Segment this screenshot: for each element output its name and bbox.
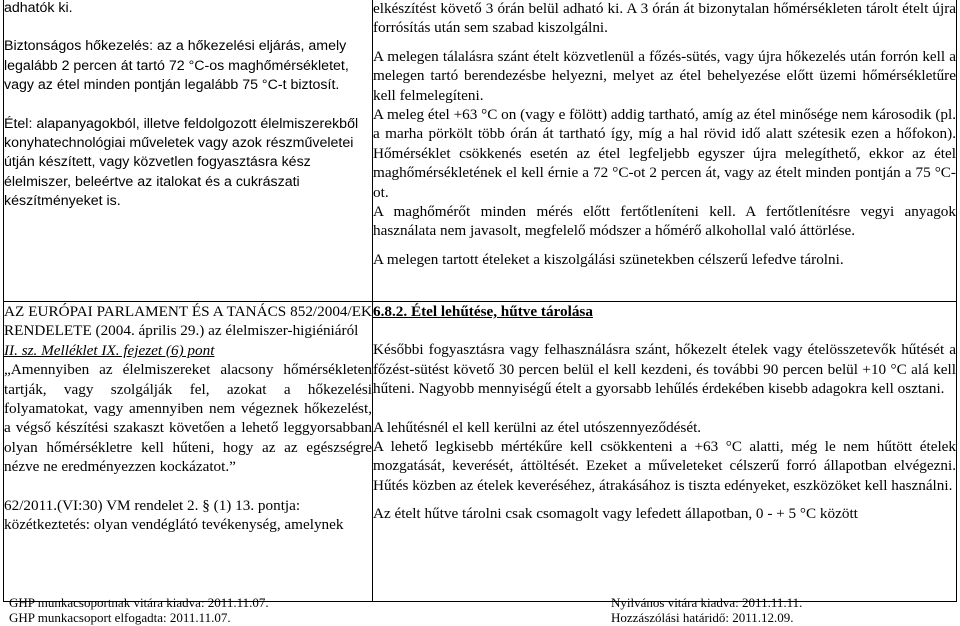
paragraph-serving-time: elkészítést követő 3 órán belül adható ki. A 3 órán át bizonytalan hőmérsékleten tárolt ételt újra forrósítás után sem szabad kiszolgálni. — [373, 0, 956, 37]
definition-safe-heat-treatment: Biztonságos hőkezelés: az a hőkezelési eljárás, amely legalább 2 percen át tartó 72 °C-os maghőmérsékletet, vagy az étel minden pontján legalább 75 °C-t biztosít. — [4, 38, 349, 94]
paragraph-thermometer: A maghőmérőt minden mérés előtt fertőtleníteni kell. A fertőtlenítésre vegyi anyagok használata nem javasolt, megfelelő módszer a hőmérő alkohollal való áttörlése. — [373, 203, 956, 240]
paragraph-hot-holding: A melegen tálalásra szánt ételt közvetlenül a főzés-sütés, vagy újra hőkezelés után forrón kell a melegen tartó berendezésbe helyezni, melyet az étel behelyezése előtt üzemi hőmérsékletűre kell felmelegíteni. — [373, 47, 956, 104]
regulation-title: AZ EURÓPAI PARLAMENT ÉS A TANÁCS 852/2004/EK RENDELETE (2004. április 29.) az élelmiszer-higiéniáról — [4, 303, 372, 340]
paragraph-covering: A melegen tartott ételeket a kiszolgálási szünetekben célszerű lefedve tárolni. — [373, 250, 844, 268]
footer-public-debate: Nyilvános vitára kiadva: 2011.11.11. — [611, 595, 803, 610]
paragraph-storage: Az ételt hűtve tárolni csak csomagolt vagy lefedett állapotban, 0 - + 5 °C között — [373, 505, 858, 523]
footer-accepted: GHP munkacsoport elfogadta: 2011.11.07. — [9, 610, 231, 625]
decree-text: közétkeztetés: olyan vendéglátó tevékenység, amelynek — [4, 516, 344, 534]
decree-reference: 62/2011.(VI:30) VM rendelet 2. § (1) 13. pontja: — [4, 496, 301, 514]
paragraph-contamination: A lehűtésnél el kell kerülni az étel utószennyeződését. — [373, 418, 702, 436]
regulation-chapter: II. sz. Melléklet IX. fejezet (6) pont — [4, 341, 215, 359]
bottom-right-cell — [373, 302, 957, 602]
section-heading: 6.8.2. Étel lehűtése, hűtve tárolása — [373, 303, 593, 320]
top-right-cell — [373, 0, 957, 302]
bottom-left-cell — [4, 302, 373, 602]
continued-text: adhatók ki. — [4, 0, 73, 16]
document-table — [3, 0, 957, 602]
regulation-quote: „Amennyiben az élelmiszereket alacsony hőmérsékleten tartják, vagy szolgálják fel, azokat a hőkezelési folyamatokat, vagy amennyiben nem végeznek hőkezelést, a végső készítési szakaszt követően a lehető leggyorsabban olyan hőmérsékletre kell hűteni, hogy az az egészségre nézve ne eredményezzen kockázatot.” — [4, 361, 372, 476]
footer-submitted: GHP munkacsoportnak vitára kiadva: 2011.11.07. — [9, 595, 269, 610]
definition-food: Étel: alapanyagokból, illetve feldolgozott élelmiszerekből konyhatechnológiai műveletek vagy azok részműveletei útján készített, vagy közvetlen fogyasztásra kész élelmiszer, beleértve az italokat és a cukrászati készítményeket is. — [4, 115, 359, 210]
paragraph-cooling: Későbbi fogyasztásra vagy felhasználásra szánt, hőkezelt ételek vagy ételösszetevők hűtését a főzést-sütést követő 30 percen belül el kell kezdeni, és további 90 percen belül +10 °C alá kell hűteni. Nagyobb mennyiségű ételt a gyorsabb lehűlés érdekében kisebb adagokra kell osztani. — [373, 341, 956, 398]
top-left-cell — [4, 0, 373, 302]
paragraph-hot-temperature: A meleg étel +63 °C on (vagy e fölött) addig tartható, amíg az étel minősége nem károsodik (pl. a marha pörkölt több órán át tartható így, míg a hal rövid idő alatt szétesik ezen a hőfokon). Hőmérséklet csökkenés esetén az étel legfeljebb egyszer újra melegíthető, ekkor az étel maghőmérsékletének el kell érnie a 72 °C-ot 2 percen át, vagy az ételt minden pontján a 75 °C-ot. — [373, 106, 956, 201]
paragraph-handling: A lehető legkisebb mértékűre kell csökkenteni a +63 °C alatti, még le nem hűtött ételek mozgatását, keverését, áttöltését. Ezeket a műveleteket célszerű forró állapotban elvégezni. Hűtés közben az ételek keveréséhez, átrakásához is tiszta edényeket, eszközöket kell használni. — [373, 438, 956, 494]
footer-deadline: Hozzászólási határidő: 2011.12.09. — [611, 610, 794, 625]
